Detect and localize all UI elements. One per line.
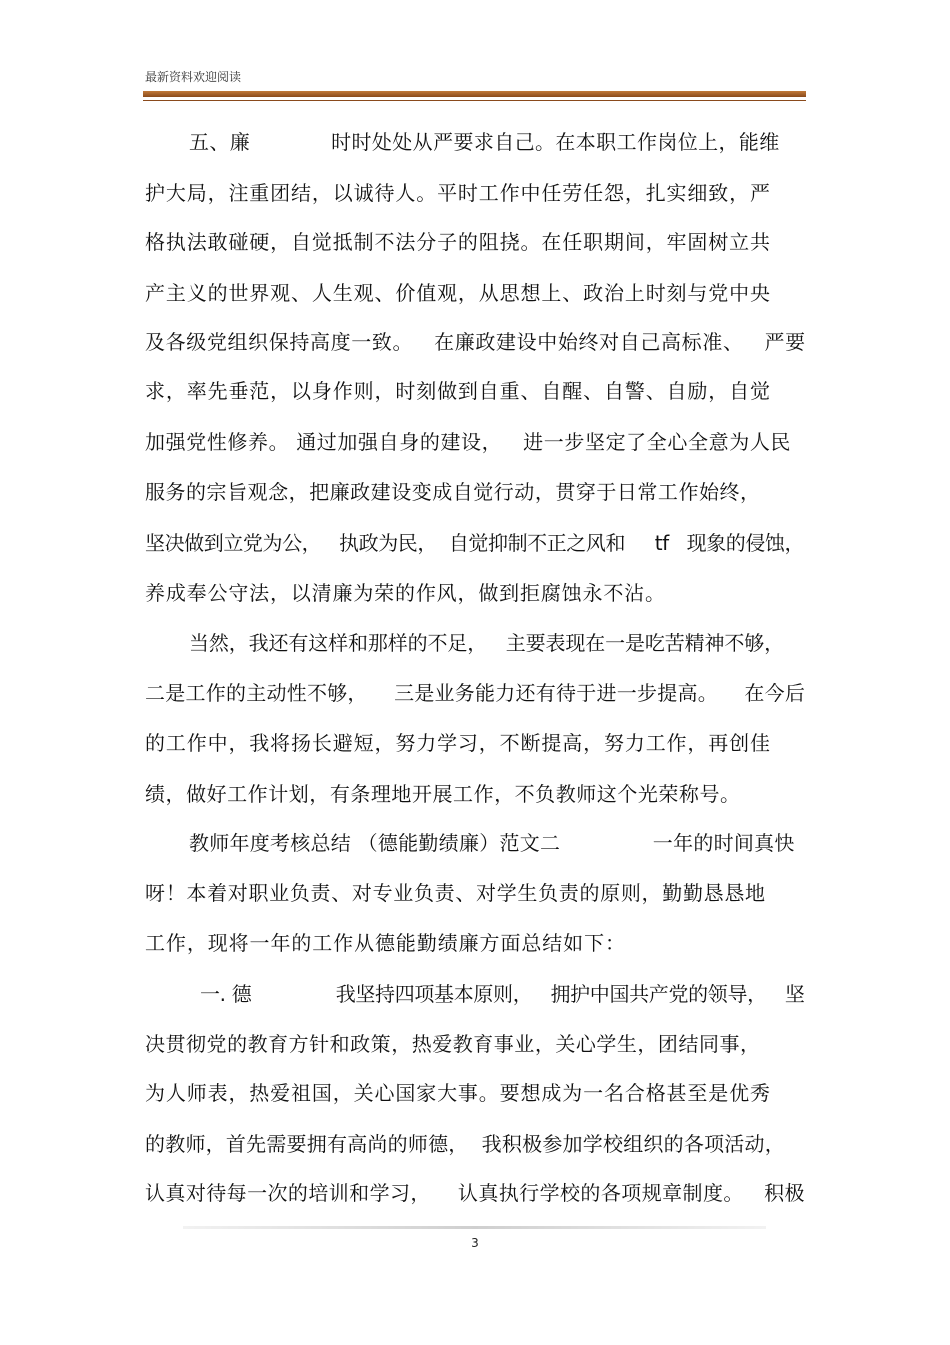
text-line: 护大局，注重团结，以诚待人。平时工作中任劳任怨，扎实细致，严	[145, 181, 771, 205]
text-line: 五、廉 时时处处从严要求自己。在本职工作岗位上，能维	[189, 130, 780, 154]
text-line: 教师年度考核总结 （德能勤绩廉）范文二 一年的时间真快	[189, 831, 795, 855]
text-line: 求，率先垂范，以身作则，时刻做到自重、自醒、自警、自励，自觉	[145, 379, 771, 403]
text-line: 的教师，首先需要拥有高尚的师德， 我积极参加学校组织的各项活动，	[145, 1132, 785, 1156]
text-line: 认真对待每一次的培训和学习， 认真执行学校的各项规章制度。 积极	[145, 1181, 805, 1205]
text-line: 当然，我还有这样和那样的不足， 主要表现在一是吃苦精神不够，	[189, 631, 784, 655]
text-line: 为人师表，热爱祖国，关心国家大事。要想成为一名合格甚至是优秀	[145, 1081, 771, 1105]
page-number: 3	[471, 1236, 479, 1250]
text-line: 的工作中，我将扬长避短，努力学习，不断提高，努力工作，再创佳	[145, 731, 771, 755]
text-line: 加强党性修养。 通过加强自身的建设， 进一步坚定了全心全意为人民	[145, 430, 792, 454]
text-line: 二是工作的主动性不够， 三是业务能力还有待于进一步提高。 在今后	[145, 681, 806, 705]
text-line: 服务的宗旨观念，把廉政建设变成自觉行动，贯穿于日常工作始终，	[145, 480, 761, 504]
text-line: 及各级党组织保持高度一致。 在廉政建设中始终对自己高标准、 严要	[145, 330, 806, 354]
text-line: 工作，现将一年的工作从德能勤绩廉方面总结如下：	[145, 931, 626, 955]
header-text: 最新资料欢迎阅读	[145, 70, 242, 84]
text-line: 决贯彻党的教育方针和政策，热爱教育事业，关心学生，团结同事，	[145, 1032, 761, 1056]
text-line: 绩，做好工作计划，有条理地开展工作，不负教师这个光荣称号。	[145, 782, 741, 806]
header-rule-thick	[143, 91, 806, 97]
footer-rule	[183, 1226, 766, 1229]
text-line: 格执法敢碰硬，自觉抵制不法分子的阻挠。在任职期间，牢固树立共	[145, 230, 771, 254]
header-rule-thin	[143, 100, 806, 101]
text-line: 坚决做到立党为公， 执政为民， 自觉抑制不正之风和 tf 现象的侵蚀，	[145, 531, 805, 555]
text-line: 一. 德 我坚持四项基本原则， 拥护中国共产党的领导， 坚	[200, 982, 805, 1006]
text-line: 产主义的世界观、人生观、价值观，从思想上、政治上时刻与党中央	[145, 281, 771, 305]
text-line: 养成奉公守法，以清廉为荣的作风，做到拒腐蚀永不沾。	[145, 581, 666, 605]
text-line: 呀！本着对职业负责、对专业负责、对学生负责的原则，勤勤恳恳地	[145, 881, 766, 905]
